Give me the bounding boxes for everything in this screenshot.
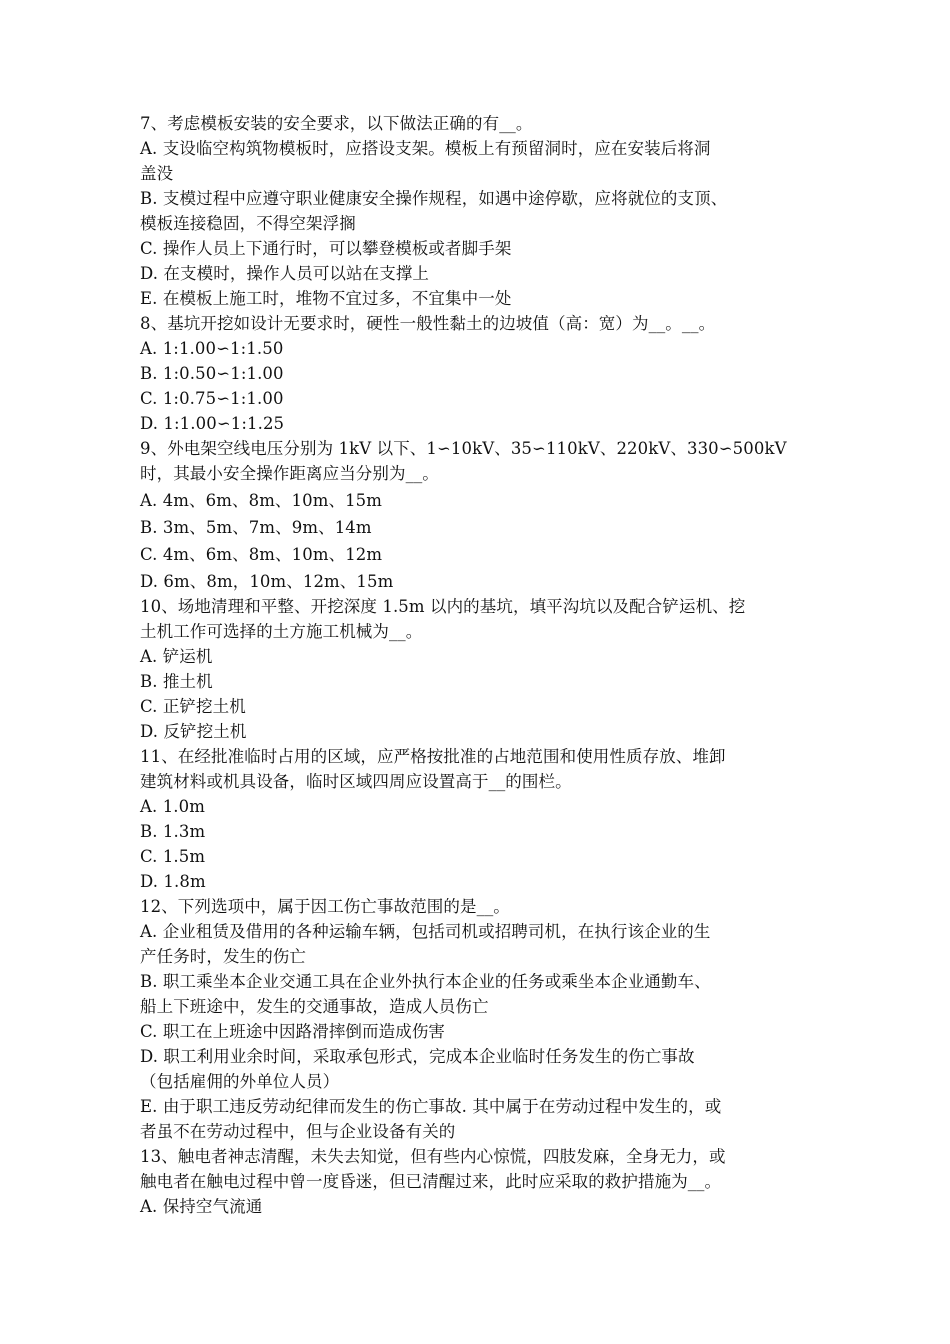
question-7-option-c: C. 操作人员上下通行时，可以攀登模板或者脚手架: [140, 239, 512, 258]
question-11-option-d: D. 1.8m: [140, 872, 206, 891]
question-12-stem: 12、下列选项中，属于因工伤亡事故范围的是__。: [140, 897, 510, 916]
question-10-option-c: C. 正铲挖土机: [140, 697, 246, 716]
question-13-stem: 13、触电者神志清醒，未失去知觉，但有些内心惊慌，四肢发麻，全身无力，或: [140, 1147, 726, 1166]
question-10-option-a: A. 铲运机: [140, 647, 213, 666]
question-12-option-e-cont: 者虽不在劳动过程中，但与企业设备有关的: [140, 1122, 456, 1141]
question-9-stem-cont: 时，其最小安全操作距离应当分别为__。: [140, 464, 439, 483]
question-9-stem: 9、外电架空线电压分别为 1kV 以下、1∽10kV、35∽110kV、220kV、330∽500kV: [140, 439, 787, 458]
question-11-option-b: B. 1.3m: [140, 822, 206, 841]
question-12-option-d: D. 职工利用业余时间，采取承包形式，完成本企业临时任务发生的伤亡事故: [140, 1047, 695, 1066]
question-11-option-a: A. 1.0m: [140, 797, 205, 816]
question-11-stem: 11、在经批准临时占用的区域，应严格按批准的占地范围和使用性质存放、堆卸: [140, 747, 726, 766]
question-11-option-c: C. 1.5m: [140, 847, 206, 866]
question-12-option-a-cont: 产任务时，发生的伤亡: [140, 947, 306, 966]
question-8-stem: 8、基坑开挖如设计无要求时，硬性一般性黏土的边坡值（高：宽）为__。__。: [140, 314, 716, 333]
question-12-option-a: A. 企业租赁及借用的各种运输车辆，包括司机或招聘司机，在执行该企业的生: [140, 922, 711, 941]
question-10-option-b: B. 推土机: [140, 672, 213, 691]
question-12-option-c: C. 职工在上班途中因路滑摔倒而造成伤害: [140, 1022, 446, 1041]
question-10-option-d: D. 反铲挖土机: [140, 722, 247, 741]
question-12-option-e: E. 由于职工违反劳动纪律而发生的伤亡事故. 其中属于在劳动过程中发生的，或: [140, 1097, 722, 1116]
question-7-option-e: E. 在模板上施工时，堆物不宜过多，不宜集中一处: [140, 289, 512, 308]
question-8-option-c: C. 1:0.75∽1:1.00: [140, 389, 284, 408]
question-11-stem-cont: 建筑材料或机具设备，临时区域四周应设置高于__的围栏。: [140, 772, 572, 791]
question-10-stem: 10、场地清理和平整、开挖深度 1.5m 以内的基坑，填平沟坑以及配合铲运机、挖: [140, 597, 746, 616]
question-10-stem-cont: 土机工作可选择的土方施工机械为__。: [140, 622, 423, 641]
question-7-option-d: D. 在支模时，操作人员可以站在支撑上: [140, 264, 430, 283]
question-13-option-a: A. 保持空气流通: [140, 1197, 263, 1216]
document-page: [140, 111, 830, 1219]
question-9-option-d: D. 6m、8m，10m、12m、15m: [140, 572, 394, 591]
question-7-option-b: B. 支模过程中应遵守职业健康安全操作规程，如遇中途停歇，应将就位的支顶、: [140, 189, 728, 208]
question-12-option-b: B. 职工乘坐本企业交通工具在企业外执行本企业的任务或乘坐本企业通勤车、: [140, 972, 711, 991]
question-7-stem: 7、考虑模板安装的安全要求，以下做法正确的有__。: [140, 114, 533, 133]
question-7-option-a: A. 支设临空构筑物模板时，应搭设支架。模板上有预留洞时，应在安装后将洞: [140, 139, 711, 158]
question-12-option-b-cont: 船上下班途中，发生的交通事故，造成人员伤亡: [140, 997, 489, 1016]
question-8-option-a: A. 1:1.00∽1:1.50: [140, 339, 284, 358]
question-9-option-a: A. 4m、6m、8m、10m、15m: [140, 491, 383, 510]
question-8-option-b: B. 1:0.50∽1:1.00: [140, 364, 284, 383]
question-7-option-a-cont: 盖没: [140, 164, 174, 183]
question-9-option-b: B. 3m、5m、7m、9m、14m: [140, 518, 372, 537]
question-9-option-c: C. 4m、6m、8m、10m、12m: [140, 545, 383, 564]
question-12-option-d-cont: （包括雇佣的外单位人员）: [140, 1072, 340, 1091]
question-8-option-d: D. 1:1.00∽1:1.25: [140, 414, 285, 433]
question-13-stem-cont: 触电者在触电过程中曾一度昏迷，但已清醒过来，此时应采取的救护措施为__。: [140, 1172, 722, 1191]
question-7-option-b-cont: 模板连接稳固，不得空架浮搁: [140, 214, 356, 233]
